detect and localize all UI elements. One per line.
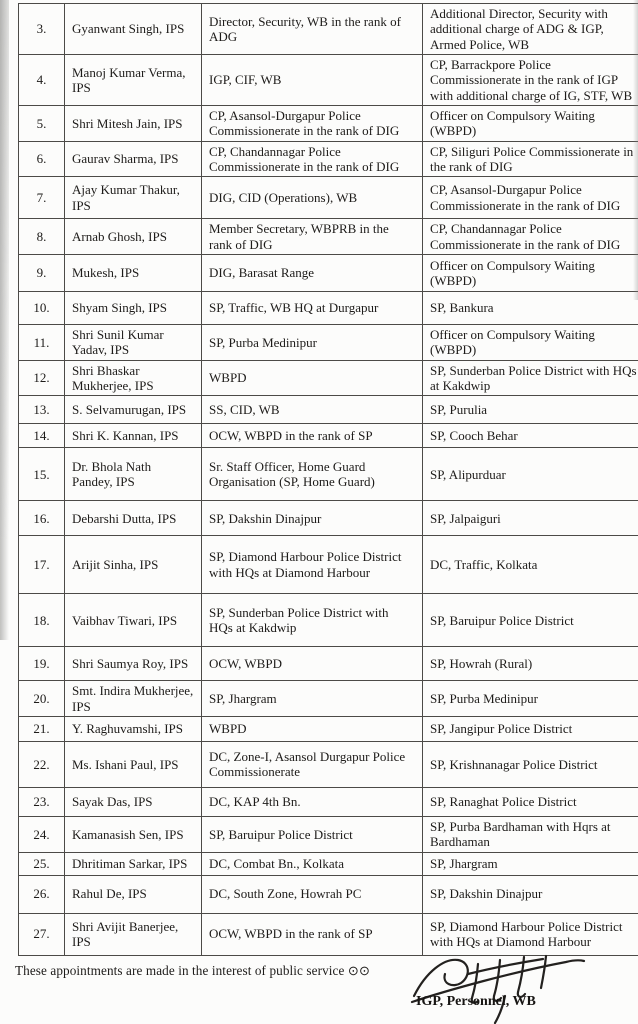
serial-cell: 7.: [19, 177, 65, 219]
new-posting-cell: DC, Traffic, Kolkata: [423, 536, 638, 594]
new-posting-cell: SP, Purba Bardhaman with Hqrs at Bardhaman: [423, 816, 638, 852]
present-posting-cell: SP, Sunderban Police District with HQs at Kakdwip: [202, 594, 423, 647]
present-posting-cell: Member Secretary, WBPRB in the rank of DIG: [202, 219, 423, 255]
present-posting-cell: OCW, WBPD in the rank of SP: [202, 913, 423, 955]
handwritten-signature-icon: [408, 950, 593, 1024]
table-row: [19, 219, 638, 255]
officer-name-cell: Arijit Sinha, IPS: [65, 536, 202, 594]
present-posting-cell: SP, Purba Medinipur: [202, 324, 423, 360]
present-posting-cell: Director, Security, WB in the rank of ADG: [202, 4, 423, 55]
new-posting-cell: SP, Purulia: [423, 396, 638, 424]
present-posting-cell: DC, KAP 4th Bn.: [202, 787, 423, 816]
table-row: [19, 501, 638, 536]
footer-note: These appointments are made in the interest of public service ⊙⊙: [15, 963, 371, 978]
table-row: [19, 741, 638, 787]
table-row: [19, 716, 638, 741]
officer-name-cell: Mukesh, IPS: [65, 254, 202, 291]
table-row: [19, 360, 638, 396]
new-posting-cell: SP, Sunderban Police District with HQs at Kakdwip: [423, 360, 638, 396]
table-row: [19, 594, 638, 647]
new-posting-cell: CP, Asansol-Durgapur Police Commissionerate in the rank of DIG: [423, 177, 638, 219]
officer-name-cell: Shri Saumya Roy, IPS: [65, 647, 202, 681]
serial-cell: 26.: [19, 875, 65, 913]
new-posting-cell: SP, Cooch Behar: [423, 424, 638, 448]
officer-name-cell: S. Selvamurugan, IPS: [65, 396, 202, 424]
serial-cell: 25.: [19, 852, 65, 875]
serial-cell: 3.: [19, 4, 65, 55]
present-posting-cell: OCW, WBPD: [202, 647, 423, 681]
serial-cell: 11.: [19, 324, 65, 360]
present-posting-cell: DC, Zone-I, Asansol Durgapur Police Commissionerate: [202, 741, 423, 787]
table-row: [19, 536, 638, 594]
officer-name-cell: Gyanwant Singh, IPS: [65, 4, 202, 55]
serial-cell: 21.: [19, 716, 65, 741]
new-posting-cell: SP, Ranaghat Police District: [423, 787, 638, 816]
officer-name-cell: Ajay Kumar Thakur, IPS: [65, 177, 202, 219]
serial-cell: 17.: [19, 536, 65, 594]
serial-cell: 23.: [19, 787, 65, 816]
new-posting-cell: SP, Dakshin Dinajpur: [423, 875, 638, 913]
table-row: [19, 105, 638, 141]
new-posting-cell: Officer on Compulsory Waiting (WBPD): [423, 324, 638, 360]
table-row: [19, 177, 638, 219]
present-posting-cell: SP, Jhargram: [202, 681, 423, 717]
officer-name-cell: Manoj Kumar Verma, IPS: [65, 54, 202, 105]
present-posting-cell: CP, Chandannagar Police Commissionerate in the rank of DIG: [202, 141, 423, 177]
table-row: [19, 424, 638, 448]
officer-name-cell: Y. Raghuvamshi, IPS: [65, 716, 202, 741]
officer-name-cell: Smt. Indira Mukherjee, IPS: [65, 681, 202, 717]
officer-name-cell: Shri Bhaskar Mukherjee, IPS: [65, 360, 202, 396]
present-posting-cell: SP, Traffic, WB HQ at Durgapur: [202, 291, 423, 324]
table-row: [19, 141, 638, 177]
new-posting-cell: SP, Purba Medinipur: [423, 681, 638, 717]
serial-cell: 15.: [19, 448, 65, 501]
signature-block: [408, 942, 608, 1024]
present-posting-cell: SP, Baruipur Police District: [202, 816, 423, 852]
serial-cell: 12.: [19, 360, 65, 396]
new-posting-cell: SP, Bankura: [423, 291, 638, 324]
officer-name-cell: Kamanasish Sen, IPS: [65, 816, 202, 852]
new-posting-cell: SP, Jangipur Police District: [423, 716, 638, 741]
table-row: [19, 647, 638, 681]
serial-cell: 6.: [19, 141, 65, 177]
scan-edge-shadow-left: [0, 0, 9, 640]
serial-cell: 8.: [19, 219, 65, 255]
table-row: [19, 4, 638, 55]
officer-name-cell: Vaibhav Tiwari, IPS: [65, 594, 202, 647]
present-posting-cell: Sr. Staff Officer, Home Guard Organisation (SP, Home Guard): [202, 448, 423, 501]
officer-name-cell: Sayak Das, IPS: [65, 787, 202, 816]
new-posting-cell: SP, Krishnanagar Police District: [423, 741, 638, 787]
serial-cell: 16.: [19, 501, 65, 536]
serial-cell: 20.: [19, 681, 65, 717]
new-posting-cell: SP, Jalpaiguri: [423, 501, 638, 536]
serial-cell: 5.: [19, 105, 65, 141]
new-posting-cell: Officer on Compulsory Waiting (WBPD): [423, 105, 638, 141]
table-row: [19, 324, 638, 360]
new-posting-cell: Officer on Compulsory Waiting (WBPD): [423, 254, 638, 291]
serial-cell: 13.: [19, 396, 65, 424]
serial-cell: 4.: [19, 54, 65, 105]
table-row: [19, 254, 638, 291]
table-row: [19, 681, 638, 717]
table-row: [19, 396, 638, 424]
present-posting-cell: DIG, CID (Operations), WB: [202, 177, 423, 219]
serial-cell: 22.: [19, 741, 65, 787]
officer-name-cell: Shyam Singh, IPS: [65, 291, 202, 324]
serial-cell: 10.: [19, 291, 65, 324]
serial-cell: 19.: [19, 647, 65, 681]
serial-cell: 18.: [19, 594, 65, 647]
new-posting-cell: SP, Diamond Harbour Police District with HQs at Diamond Harbour: [423, 913, 638, 955]
present-posting-cell: IGP, CIF, WB: [202, 54, 423, 105]
new-posting-cell: SP, Howrah (Rural): [423, 647, 638, 681]
present-posting-cell: DIG, Barasat Range: [202, 254, 423, 291]
present-posting-cell: OCW, WBPD in the rank of SP: [202, 424, 423, 448]
officer-name-cell: Dr. Bhola Nath Pandey, IPS: [65, 448, 202, 501]
officer-name-cell: Rahul De, IPS: [65, 875, 202, 913]
present-posting-cell: SS, CID, WB: [202, 396, 423, 424]
present-posting-cell: SP, Dakshin Dinajpur: [202, 501, 423, 536]
officer-name-cell: Shri K. Kannan, IPS: [65, 424, 202, 448]
new-posting-cell: SP, Alipurduar: [423, 448, 638, 501]
new-posting-cell: CP, Barrackpore Police Commissionerate in the rank of IGP with additional charge of IG, STF, WB: [423, 54, 638, 105]
officer-name-cell: Shri Avijit Banerjee, IPS: [65, 913, 202, 955]
officer-name-cell: Debarshi Dutta, IPS: [65, 501, 202, 536]
new-posting-cell: CP, Chandannagar Police Commissionerate in the rank of DIG: [423, 219, 638, 255]
present-posting-cell: DC, South Zone, Howrah PC: [202, 875, 423, 913]
officer-name-cell: Ms. Ishani Paul, IPS: [65, 741, 202, 787]
table-row: [19, 787, 638, 816]
present-posting-cell: SP, Diamond Harbour Police District with HQs at Diamond Harbour: [202, 536, 423, 594]
officer-name-cell: Shri Mitesh Jain, IPS: [65, 105, 202, 141]
officer-name-cell: Arnab Ghosh, IPS: [65, 219, 202, 255]
new-posting-cell: SP, Baruipur Police District: [423, 594, 638, 647]
present-posting-cell: WBPD: [202, 360, 423, 396]
table-row: [19, 816, 638, 852]
serial-cell: 9.: [19, 254, 65, 291]
transfer-order-table: [18, 3, 638, 956]
new-posting-cell: Additional Director, Security with additional charge of ADG & IGP, Armed Police, WB: [423, 4, 638, 55]
serial-cell: 24.: [19, 816, 65, 852]
table-row: [19, 875, 638, 913]
present-posting-cell: DC, Combat Bn., Kolkata: [202, 852, 423, 875]
table-row: [19, 291, 638, 324]
new-posting-cell: CP, Siliguri Police Commissionerate in the rank of DIG: [423, 141, 638, 177]
table-row: [19, 448, 638, 501]
serial-cell: 27.: [19, 913, 65, 955]
new-posting-cell: SP, Jhargram: [423, 852, 638, 875]
officer-name-cell: Shri Sunil Kumar Yadav, IPS: [65, 324, 202, 360]
officer-name-cell: Gaurav Sharma, IPS: [65, 141, 202, 177]
serial-cell: 14.: [19, 424, 65, 448]
table-row: [19, 852, 638, 875]
signatory-label: IGP, Personnel, WB: [416, 994, 536, 1009]
officer-name-cell: Dhritiman Sarkar, IPS: [65, 852, 202, 875]
table-row: [19, 54, 638, 105]
present-posting-cell: WBPD: [202, 716, 423, 741]
present-posting-cell: CP, Asansol-Durgapur Police Commissionerate in the rank of DIG: [202, 105, 423, 141]
